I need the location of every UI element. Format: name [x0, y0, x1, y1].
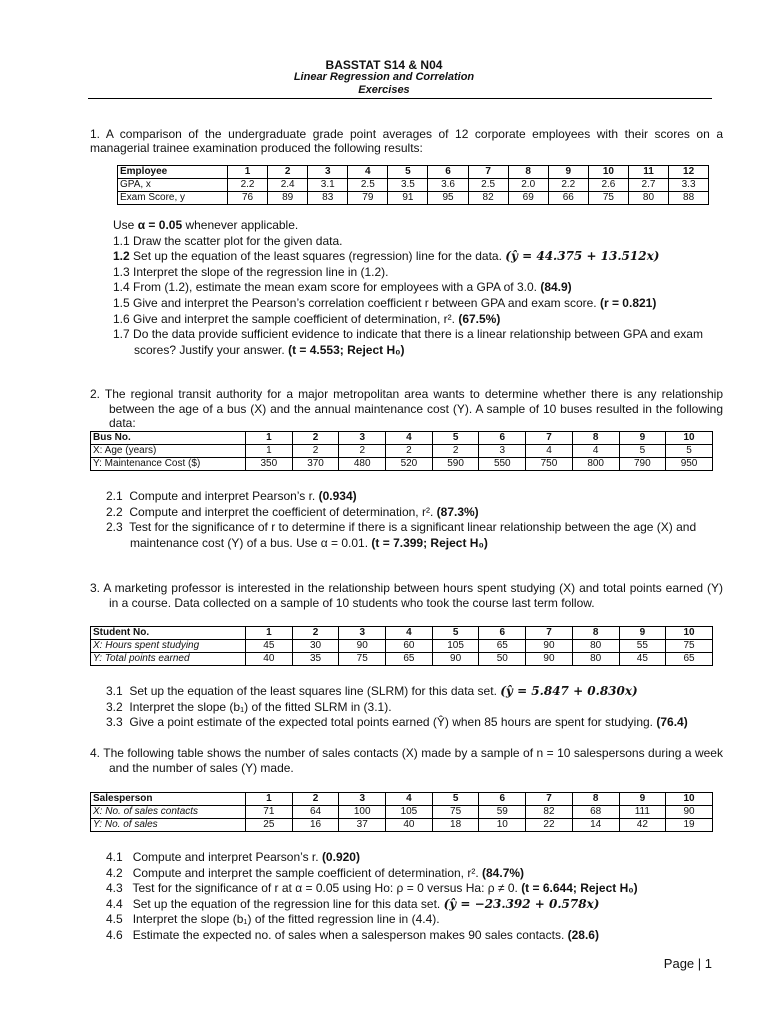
table-header-cell: 7 — [526, 432, 573, 445]
item-text: From (1.2), estimate the mean exam score for employees with a GPA of 3.0. — [133, 280, 537, 295]
table-cell: 2.0 — [508, 179, 548, 192]
item-answer: (ŷ = 44.375 + 13.512x) — [505, 249, 660, 264]
table-header-cell: 9 — [619, 432, 666, 445]
list-item — [106, 850, 726, 866]
table-cell: 2 — [339, 445, 386, 458]
table-header-cell: Bus No. — [91, 432, 246, 445]
item-answer: (76.4) — [656, 715, 688, 730]
table-cell: 69 — [508, 192, 548, 205]
item-text: Compute and interpret the sample coefficient of determination, r². — [132, 865, 479, 880]
item-text: Test for the significance of r to determine if there is a significant linear relationship between the age (X) and — [129, 520, 697, 535]
item-text: Compute and interpret Pearson’s r. — [129, 489, 316, 503]
item-number: 1.7 — [113, 327, 130, 342]
table-header-cell: 2 — [292, 432, 339, 445]
table-header-cell: 4 — [386, 432, 433, 445]
table-cell: 50 — [479, 653, 526, 666]
list-item — [113, 265, 725, 281]
table-cell: 18 — [432, 819, 479, 832]
table-cell: 45 — [246, 640, 293, 653]
question-3-text: A marketing professor is interested in the relationship between hours spent studying (X) and total points earned (Y) in a course. Data collected on a sample of 10 students who took the course last term follow. — [103, 581, 724, 610]
table-header-cell: 9 — [619, 627, 666, 640]
question-3 — [90, 581, 723, 611]
table-row — [118, 166, 709, 179]
item-number: 2.3 — [106, 520, 123, 535]
item-text: Compute and interpret the coefficient of determination, r². — [129, 504, 434, 519]
table-cell: 2.7 — [628, 179, 668, 192]
table-cell: 14 — [572, 819, 619, 832]
table-row — [118, 192, 709, 205]
item-number: 1.2 — [113, 249, 130, 264]
table-header-cell: 6 — [479, 432, 526, 445]
table-cell: Y: No. of sales — [91, 819, 246, 832]
question-2-intro — [90, 387, 723, 431]
table-row — [91, 819, 713, 832]
table-cell: 3.5 — [388, 179, 428, 192]
table-header-cell: 8 — [572, 793, 619, 806]
item-text: Set up the equation of the least squares line (SLRM) for this data set. — [129, 684, 497, 698]
table-header-cell: 6 — [479, 793, 526, 806]
item-text: Set up the equation of the regression line for this data set. — [132, 896, 441, 911]
table-cell: 790 — [619, 458, 666, 471]
table-header-cell: 1 — [246, 793, 293, 806]
table-cell: Y: Maintenance Cost ($) — [91, 458, 246, 471]
table-cell: 90 — [666, 806, 713, 819]
list-item — [113, 296, 725, 312]
question-2-number: 2. — [90, 387, 101, 401]
question-4 — [90, 746, 723, 776]
table-header-cell: 2 — [292, 627, 339, 640]
table-cell: 90 — [526, 640, 573, 653]
list-item — [106, 897, 726, 913]
table-row — [91, 627, 713, 640]
table-header-cell: 7 — [526, 627, 573, 640]
item-number: 4.4 — [106, 896, 123, 911]
item-answer: (ŷ = −23.392 + 0.578x) — [443, 896, 600, 911]
item-number: 4.1 — [106, 850, 123, 864]
table-header-cell: 9 — [548, 166, 588, 179]
list-item — [113, 234, 725, 250]
table-header-cell: 6 — [479, 627, 526, 640]
item-number: 3.2 — [106, 699, 123, 714]
table-header-cell: 1 — [228, 166, 268, 179]
table-cell: 2 — [386, 445, 433, 458]
table-cell: 75 — [432, 806, 479, 819]
table-cell: 550 — [479, 458, 526, 471]
table-cell: 91 — [388, 192, 428, 205]
table-cell: 60 — [386, 640, 433, 653]
page-number: Page | 1 — [663, 956, 712, 971]
table-cell: 75 — [666, 640, 713, 653]
table-cell: 95 — [428, 192, 468, 205]
table-cell: 82 — [526, 806, 573, 819]
item-number: 1.6 — [113, 311, 130, 326]
table-header-cell: 11 — [628, 166, 668, 179]
item-number: 1.1 — [113, 233, 130, 248]
item-text: Draw the scatter plot for the given data. — [133, 233, 343, 248]
table-cell: 45 — [619, 653, 666, 666]
table-cell: 59 — [479, 806, 526, 819]
table-cell: GPA, x — [118, 179, 228, 192]
list-item — [106, 684, 726, 700]
list-item — [106, 700, 726, 716]
item-answer: (t = 7.399; Reject H₀) — [371, 535, 488, 550]
table-header-cell: 1 — [246, 432, 293, 445]
question-4-number: 4. — [90, 746, 101, 760]
question-1-items — [113, 218, 725, 358]
question-3-intro — [90, 581, 723, 611]
table-cell: 5 — [666, 445, 713, 458]
list-item — [113, 327, 725, 343]
table-row — [91, 458, 713, 471]
table-cell: 5 — [619, 445, 666, 458]
item-text: Set up the equation of the least squares (regression) line for the data. — [133, 249, 502, 264]
table-cell: 42 — [619, 819, 666, 832]
item-answer: (67.5%) — [458, 311, 501, 326]
alpha-note — [113, 218, 725, 234]
item-answer: (84.9) — [540, 280, 572, 295]
table-cell: 2.4 — [268, 179, 308, 192]
list-item — [113, 312, 725, 328]
table-cell: 2 — [292, 445, 339, 458]
item-number: 2.1 — [106, 489, 123, 503]
table-header-cell: 5 — [432, 432, 479, 445]
table-2 — [90, 431, 713, 471]
table-header-cell: 10 — [666, 627, 713, 640]
table-cell: 37 — [339, 819, 386, 832]
list-item — [113, 343, 725, 359]
table-cell: 82 — [468, 192, 508, 205]
table-cell: 65 — [479, 640, 526, 653]
table-header-cell: 12 — [669, 166, 709, 179]
table-cell: 30 — [292, 640, 339, 653]
table-row — [91, 432, 713, 445]
item-number: 4.2 — [106, 865, 123, 880]
list-item — [106, 928, 726, 944]
table-cell: 90 — [339, 640, 386, 653]
table-cell: 350 — [246, 458, 293, 471]
table-row — [118, 179, 709, 192]
alpha-note-prefix: Use — [113, 218, 135, 232]
table-cell: 83 — [308, 192, 348, 205]
table-header-cell: 10 — [666, 432, 713, 445]
table-cell: 35 — [292, 653, 339, 666]
table-header-cell: 10 — [666, 793, 713, 806]
item-number: 1.3 — [113, 264, 130, 279]
item-answer: (ŷ = 5.847 + 0.830x) — [500, 684, 638, 698]
item-text: Give and interpret the sample coefficient of determination, r². — [133, 311, 455, 326]
alpha-note-suffix: whenever applicable. — [185, 218, 299, 232]
table-cell: 68 — [572, 806, 619, 819]
item-number: 4.5 — [106, 912, 123, 927]
table-cell: 100 — [339, 806, 386, 819]
item-text: Compute and interpret Pearson’s r. — [132, 850, 319, 864]
table-cell: 10 — [479, 819, 526, 832]
table-row — [91, 640, 713, 653]
table-header-cell: 6 — [428, 166, 468, 179]
table-header-cell: Student No. — [91, 627, 246, 640]
item-text: maintenance cost (Y) of a bus. Use α = 0.01. — [130, 535, 369, 550]
table-cell: 22 — [526, 819, 573, 832]
table-3 — [90, 626, 713, 666]
header-rule — [88, 98, 712, 99]
item-answer: (t = 6.644; Reject H₀) — [521, 881, 638, 896]
table-cell: Exam Score, y — [118, 192, 228, 205]
list-item — [106, 489, 726, 505]
table-row — [91, 806, 713, 819]
table-cell: 105 — [386, 806, 433, 819]
table-cell: 76 — [228, 192, 268, 205]
table-cell: 25 — [246, 819, 293, 832]
table-cell: 16 — [292, 819, 339, 832]
table-row — [91, 445, 713, 458]
table-cell: 75 — [588, 192, 628, 205]
alpha-symbol: α — [137, 218, 146, 232]
table-cell: 480 — [339, 458, 386, 471]
table-header-cell: 8 — [572, 627, 619, 640]
item-answer: (0.920) — [321, 850, 360, 864]
question-3-items — [106, 684, 726, 731]
table-row — [91, 653, 713, 666]
table-cell: 65 — [386, 653, 433, 666]
table-cell: 40 — [386, 819, 433, 832]
item-text: Interpret the slope (b₁) of the fitted regression line in (4.4). — [132, 912, 440, 927]
table-cell: 65 — [666, 653, 713, 666]
table-cell: 40 — [246, 653, 293, 666]
item-answer: (t = 4.553; Reject H₀) — [288, 342, 405, 357]
item-number: 2.2 — [106, 504, 123, 519]
table-cell: 2.5 — [348, 179, 388, 192]
item-number: 3.1 — [106, 684, 123, 698]
table-cell: 80 — [572, 653, 619, 666]
table-cell: 2.5 — [468, 179, 508, 192]
alpha-value: = 0.05 — [148, 218, 183, 232]
item-text: scores? Justify your answer. — [134, 342, 285, 357]
table-header-cell: 7 — [468, 166, 508, 179]
list-item — [106, 505, 726, 521]
table-header-cell: 5 — [432, 627, 479, 640]
table-cell: X: Age (years) — [91, 445, 246, 458]
table-header-cell: 4 — [386, 627, 433, 640]
table-header-cell: 2 — [292, 793, 339, 806]
table-cell: Y: Total points earned — [91, 653, 246, 666]
table-header-cell: Employee — [118, 166, 228, 179]
item-number: 1.4 — [113, 280, 130, 295]
item-text: Give and interpret the Pearson’s correlation coefficient r between GPA and exam score. — [133, 295, 597, 310]
table-cell: 71 — [246, 806, 293, 819]
table-cell: 950 — [666, 458, 713, 471]
table-header-cell: 3 — [339, 627, 386, 640]
table-cell: 90 — [432, 653, 479, 666]
table-cell: X: No. of sales contacts — [91, 806, 246, 819]
item-text: Give a point estimate of the expected total points earned (Ŷ) when 85 hours are spent for studying. — [129, 715, 653, 730]
table-cell: 105 — [432, 640, 479, 653]
table-cell: 2 — [432, 445, 479, 458]
table-cell: 4 — [572, 445, 619, 458]
item-text: Interpret the slope of the regression line in (1.2). — [133, 264, 389, 279]
item-answer: (84.7%) — [482, 865, 525, 880]
table-cell: 2.2 — [548, 179, 588, 192]
list-item — [106, 866, 726, 882]
table-row — [91, 793, 713, 806]
question-4-text: The following table shows the number of sales contacts (X) made by a sample of n = 10 salespersons during a week and the number of sales (Y) made. — [103, 746, 723, 775]
table-header-cell: 10 — [588, 166, 628, 179]
table-header-cell: 3 — [339, 793, 386, 806]
table-cell: 800 — [572, 458, 619, 471]
table-header-cell: 4 — [348, 166, 388, 179]
table-cell: 75 — [339, 653, 386, 666]
table-header-cell: 5 — [432, 793, 479, 806]
table-header-cell: 7 — [526, 793, 573, 806]
list-item — [106, 520, 726, 536]
table-cell: 80 — [572, 640, 619, 653]
item-number: 3.3 — [106, 715, 123, 730]
list-item — [106, 912, 726, 928]
table-header-cell: 4 — [386, 793, 433, 806]
question-3-number: 3. — [90, 581, 101, 595]
table-cell: 2.2 — [228, 179, 268, 192]
table-cell: 1 — [246, 445, 293, 458]
item-number: 1.5 — [113, 295, 130, 310]
table-cell: 19 — [666, 819, 713, 832]
list-item — [106, 715, 726, 731]
table-cell: 520 — [386, 458, 433, 471]
table-header-cell: 3 — [308, 166, 348, 179]
table-header-cell: 5 — [388, 166, 428, 179]
table-header-cell: 8 — [508, 166, 548, 179]
table-1 — [117, 165, 709, 205]
item-answer: (r = 0.821) — [599, 295, 657, 310]
table-cell: 2.6 — [588, 179, 628, 192]
item-answer: (87.3%) — [436, 504, 479, 519]
question-1-text: A comparison of the undergraduate grade point averages of 12 corporate employees with their scores on a managerial trainee examination produced the following results: — [90, 127, 723, 155]
item-text: Do the data provide sufficient evidence to indicate that there is a linear relationship between GPA and exam — [133, 327, 703, 342]
table-cell: 88 — [669, 192, 709, 205]
table-cell: 3.3 — [669, 179, 709, 192]
table-header-cell: 2 — [268, 166, 308, 179]
document-subtitle: Linear Regression and Correlation — [293, 71, 475, 83]
question-1 — [90, 127, 723, 155]
table-header-cell: Salesperson — [91, 793, 246, 806]
question-4-items — [106, 850, 726, 944]
item-text: Estimate the expected no. of sales when a salesperson makes 90 sales contacts. — [132, 927, 565, 942]
table-cell: 750 — [526, 458, 573, 471]
table-cell: 370 — [292, 458, 339, 471]
table-header-cell: 1 — [246, 627, 293, 640]
table-cell: 64 — [292, 806, 339, 819]
item-text: Interpret the slope (b₁) of the fitted SLRM in (3.1). — [129, 699, 392, 714]
question-2 — [90, 387, 723, 431]
list-item — [106, 536, 726, 552]
item-number: 4.6 — [106, 927, 123, 942]
table-cell: 79 — [348, 192, 388, 205]
list-item — [106, 881, 726, 897]
item-text: Test for the significance of r at α = 0.05 using Ho: ρ = 0 versus Ha: ρ ≠ 0. — [132, 881, 518, 896]
table-4 — [90, 792, 713, 832]
table-cell: 590 — [432, 458, 479, 471]
item-answer: (0.934) — [318, 489, 357, 503]
question-1-number: 1. — [90, 127, 101, 141]
table-cell: 55 — [619, 640, 666, 653]
table-cell: 80 — [628, 192, 668, 205]
list-item — [113, 280, 725, 296]
table-cell: 3 — [479, 445, 526, 458]
item-number: 4.3 — [106, 881, 123, 896]
document-subtitle-2: Exercises — [358, 84, 410, 96]
table-cell: 66 — [548, 192, 588, 205]
table-cell: 90 — [526, 653, 573, 666]
table-cell: 111 — [619, 806, 666, 819]
table-cell: 89 — [268, 192, 308, 205]
question-2-items — [106, 489, 726, 551]
question-2-text: The regional transit authority for a major metropolitan area wants to determine whether there is any relationship between the age of a bus (X) and the annual maintenance cost (Y). A sample of 10 buses resulted in the following data: — [104, 387, 723, 430]
item-answer: (28.6) — [567, 927, 599, 942]
table-cell: 4 — [526, 445, 573, 458]
table-cell: 3.1 — [308, 179, 348, 192]
list-item — [113, 249, 725, 265]
table-cell: 3.6 — [428, 179, 468, 192]
table-header-cell: 3 — [339, 432, 386, 445]
question-1-intro — [90, 127, 723, 155]
table-header-cell: 9 — [619, 793, 666, 806]
table-header-cell: 8 — [572, 432, 619, 445]
question-4-intro — [90, 746, 723, 776]
table-cell: X: Hours spent studying — [91, 640, 246, 653]
document-title: BASSTAT S14 & N04 — [325, 58, 443, 72]
